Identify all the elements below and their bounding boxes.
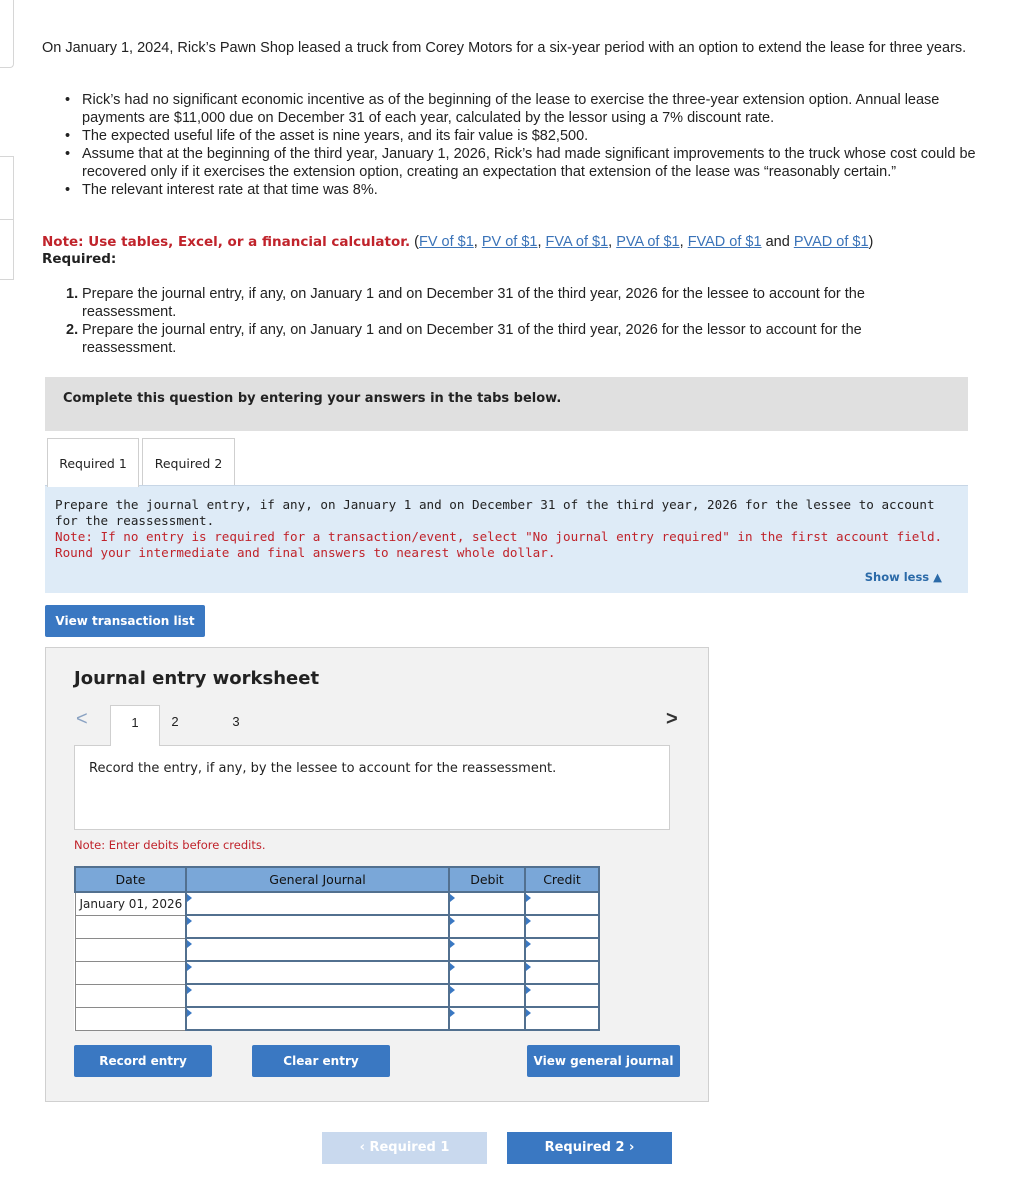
worksheet-page-1[interactable]: 1	[110, 705, 160, 746]
left-panel-edge	[0, 0, 14, 1199]
bullet-item: • Rick’s had no significant economic incentive as of the beginning of the lease to exercise the three-year extension option. Annual lease payments are $11,000 due on December 31 of each year, calculated by the lessor using a 7% discount rate.	[62, 91, 982, 127]
column-header-debit: Debit	[449, 867, 525, 892]
requirement-number: 2.	[66, 322, 79, 338]
link-fvad[interactable]: FVAD of $1	[687, 234, 762, 250]
link-fva[interactable]: FVA of $1	[545, 234, 609, 250]
tables-note-label: Note: Use tables, Excel, or a financial calculator.	[42, 234, 411, 250]
entry-description: Record the entry, if any, by the lessee to account for the reassessment.	[89, 761, 557, 776]
credit-input[interactable]	[525, 915, 599, 938]
date-cell	[75, 915, 186, 938]
journal-table	[74, 866, 600, 1031]
worksheet-page-2[interactable]: 2	[171, 714, 179, 729]
account-input[interactable]	[186, 984, 449, 1007]
next-required-button[interactable]: Required 2 ›	[507, 1132, 672, 1164]
date-cell	[75, 984, 186, 1007]
left-panel-segment	[0, 156, 14, 220]
bullet-item: • The expected useful life of the asset is nine years, and its fair value is $82,500.	[62, 127, 982, 145]
column-header-general-journal: General Journal	[186, 867, 449, 892]
left-panel-segment	[0, 0, 14, 68]
bullet-item: • Assume that at the beginning of the third year, January 1, 2026, Rick’s had made significant improvements to the truck whose cost could be recovered only if it exercises the extension option, creating an expectation that extension of the lease was “reasonably certain.”	[62, 145, 982, 181]
link-open-paren: (	[414, 234, 419, 250]
left-panel-segment	[0, 220, 14, 280]
link-fv[interactable]: FV of $1	[418, 234, 474, 250]
record-entry-button[interactable]: Record entry	[74, 1045, 212, 1077]
debit-input[interactable]	[449, 915, 525, 938]
date-cell	[75, 938, 186, 961]
journal-row	[75, 961, 599, 984]
debit-input[interactable]	[449, 892, 525, 915]
credit-input[interactable]	[525, 892, 599, 915]
worksheet-title: Journal entry worksheet	[74, 668, 320, 689]
link-pva[interactable]: PVA of $1	[616, 234, 680, 250]
date-cell: January 01, 2026	[75, 892, 186, 915]
tab-required-2[interactable]: Required 2	[142, 438, 235, 486]
link-pvad[interactable]: PVAD of $1	[793, 234, 869, 250]
debit-input[interactable]	[449, 961, 525, 984]
credit-input[interactable]	[525, 938, 599, 961]
credit-input[interactable]	[525, 984, 599, 1007]
prev-required-button[interactable]: ‹ Required 1	[322, 1132, 487, 1164]
account-input[interactable]	[186, 961, 449, 984]
journal-entry-worksheet	[45, 647, 709, 1102]
column-header-date: Date	[75, 867, 186, 892]
credit-input[interactable]	[525, 1007, 599, 1030]
instructions-text: Prepare the journal entry, if any, on January 1 and on December 31 of the third year, 2026 for the lessee to account for the reassessment.	[55, 497, 935, 528]
problem-bullets	[62, 91, 982, 199]
debits-note: Note: Enter debits before credits.	[74, 838, 266, 852]
requirements-list	[66, 285, 946, 357]
required-heading: Required:	[42, 251, 117, 267]
debit-input[interactable]	[449, 938, 525, 961]
account-input[interactable]	[186, 1007, 449, 1030]
clear-entry-button[interactable]: Clear entry	[252, 1045, 390, 1077]
tables-note: Note: Use tables, Excel, or a financial calculator. (FV of $1, PV of $1, FVA of $1, PVA of $1, FVAD of $1 and PVAD of $1)	[42, 234, 874, 250]
requirement-text: Prepare the journal entry, if any, on January 1 and on December 31 of the third year, 2026 for the lessor to account for the reassessment.	[82, 322, 862, 356]
chevron-right-icon[interactable]: >	[666, 708, 678, 730]
complete-question-bar	[45, 377, 968, 431]
requirement-number: 1.	[66, 286, 79, 302]
worksheet-page-3[interactable]: 3	[232, 714, 240, 729]
debit-input[interactable]	[449, 1007, 525, 1030]
instructions-note: Note: If no entry is required for a transaction/event, select "No journal entry required" in the first account field. Round your intermediate and final answers to nearest whole dollar.	[55, 529, 943, 560]
chevron-left-icon[interactable]: <	[76, 708, 88, 730]
view-general-journal-button[interactable]: View general journal	[527, 1045, 680, 1077]
account-input[interactable]	[186, 892, 449, 915]
view-transaction-list-button[interactable]: View transaction list	[45, 605, 205, 637]
link-and: and	[765, 234, 790, 250]
journal-row	[75, 915, 599, 938]
tab-required-1[interactable]: Required 1	[47, 438, 139, 487]
instructions-panel	[45, 485, 968, 593]
account-input[interactable]	[186, 938, 449, 961]
journal-row	[75, 984, 599, 1007]
bullet-item: • The relevant interest rate at that time was 8%.	[62, 181, 982, 199]
requirement-item	[66, 321, 946, 357]
date-cell	[75, 961, 186, 984]
requirement-item	[66, 285, 946, 321]
entry-description-box	[74, 745, 670, 830]
problem-intro: On January 1, 2024, Rick’s Pawn Shop leased a truck from Corey Motors for a six-year period with an option to extend the lease for three years.	[42, 40, 967, 56]
date-cell	[75, 1007, 186, 1030]
complete-question-text: Complete this question by entering your answers in the tabs below.	[63, 391, 562, 406]
show-less-link[interactable]: Show less ▲	[864, 570, 942, 584]
journal-row	[75, 938, 599, 961]
journal-row	[75, 1007, 599, 1030]
link-pv[interactable]: PV of $1	[481, 234, 538, 250]
debit-input[interactable]	[449, 984, 525, 1007]
column-header-credit: Credit	[525, 867, 599, 892]
credit-input[interactable]	[525, 961, 599, 984]
journal-row	[75, 892, 599, 915]
requirement-text: Prepare the journal entry, if any, on January 1 and on December 31 of the third year, 2026 for the lessee to account for the reassessment.	[82, 286, 865, 320]
account-input[interactable]	[186, 915, 449, 938]
